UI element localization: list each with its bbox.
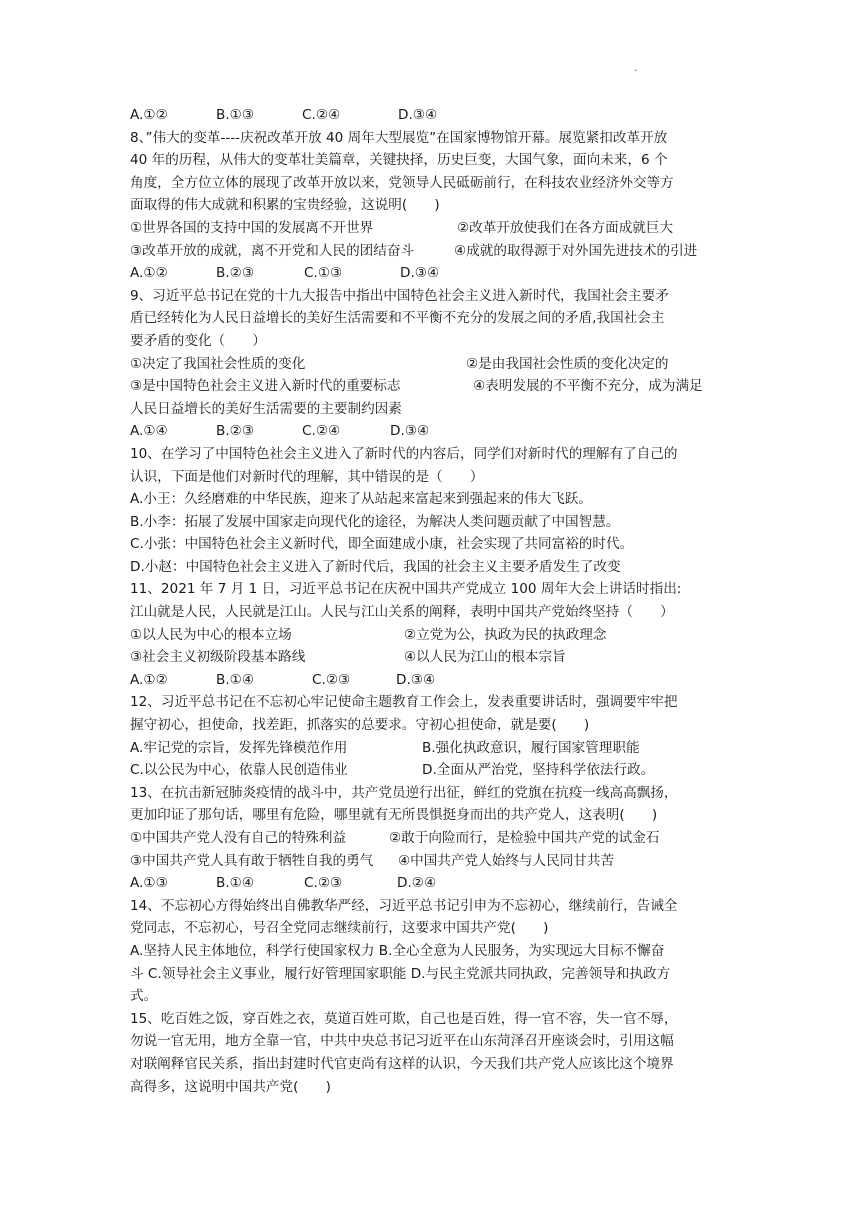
choice-a: A.小王：久经磨难的中华民族，迎来了从站起来富起来到强起来的伟大飞跃。 <box>130 491 592 508</box>
option-d: D.③④ <box>390 423 430 440</box>
question-line: A.坚持人民主体地位，科学行使国家权力 B.全心全意为人民服务，为实现远大目标不懈奋 <box>130 942 665 959</box>
question-15 <box>130 1008 730 1098</box>
header-mark: · <box>634 64 638 77</box>
choice-d: D.小赵：中国特色社会主义进入了新时代后，我国的社会主义主要矛盾发生了改变 <box>130 558 621 575</box>
statement-4: ④表明发展的不平衡不充分，成为满足 <box>473 378 703 395</box>
statement-3: ③改革开放的成就，离不开党和人民的团结奋斗 <box>130 242 415 259</box>
statement-3: ③中国共产党人具有敢于牺牲自我的勇气 <box>130 852 374 869</box>
option-b: B.②③ <box>216 265 255 282</box>
q11-options <box>130 669 730 692</box>
statement-4: ④中国共产党人始终与人民同甘共苦 <box>398 852 615 869</box>
choice-c: C.小张：中国特色社会主义新时代，即全面建成小康，社会实现了共同富裕的时代。 <box>130 536 634 553</box>
question-stem-line: 11、2021 年 7 月 1 日，习近平总书记在庆祝中国共产党成立 100 周年大会上讲话时指出: <box>130 581 682 598</box>
option-a: A.①④ <box>130 423 168 440</box>
statement-1: ①中国共产党人没有自己的特殊利益 <box>130 830 347 846</box>
question-9 <box>130 285 730 443</box>
statement-row <box>130 646 730 669</box>
question-line: 高得多，这说明中国共产党( ) <box>130 1078 331 1095</box>
question-stem-line: 40 年的历程，从伟大的变革壮美篇章，关键抉择，历史巨变，大国气象，面向未来，6 个 <box>130 152 668 169</box>
question-stem-line: 盾已经转化为人民日益增长的美好生活需要和不平衡不充分的发展之间的矛盾,我国社会主 <box>130 310 665 327</box>
choice-row <box>130 759 730 782</box>
choice-row <box>130 737 730 760</box>
question-stem-line: 8、”伟大的变革----庆祝改革开放 40 周年大型展览”在国家博物馆开幕。展览紧扣改革开放 <box>130 129 668 146</box>
question-12 <box>130 691 730 781</box>
statement-2: ②敢于向险而行，是检验中国共产党的试金石 <box>389 830 660 846</box>
choice-c: C.以公民为中心，依靠人民创造伟业 <box>130 762 348 779</box>
statement-row <box>130 240 730 263</box>
question-line: 勿说一官无用，地方全靠一官，中共中央总书记习近平在山东菏泽召开座谈会时，引用这幅 <box>130 1033 674 1050</box>
statement-row <box>130 850 730 873</box>
option-a: A.①③ <box>130 875 168 892</box>
question-stem-line: 12、习近平总书记在不忘初心牢记使命主题教育工作会上，发表重要讲话时，强调要牢牢把 <box>130 694 678 711</box>
statement-row <box>130 624 730 647</box>
question-stem-line: 认识，下面是他们对新时代的理解，其中错误的是（ ） <box>130 468 484 485</box>
question-line: 党同志，不忘初心，号召全党同志继续前行，这要求中国共产党( ) <box>130 920 549 937</box>
question-line: 式。 <box>130 988 158 1005</box>
statement-row <box>130 375 730 398</box>
statement-continuation: 人民日益增长的美好生活需要的主要制约因素 <box>130 400 402 417</box>
question-13 <box>130 782 730 895</box>
statement-4: ④以人民为江山的根本宗旨 <box>404 649 566 666</box>
choice-b: B.小李：拓展了发展中国家走向现代化的途径，为解决人类问题贡献了中国智慧。 <box>130 513 620 530</box>
choice-d: D.全面从严治党，坚持科学依法行政。 <box>422 762 655 779</box>
q7-options <box>130 104 730 127</box>
q8-options <box>130 262 730 285</box>
question-stem-line: 13、在抗击新冠肺炎疫情的战斗中，共产党员逆行出征，鲜红的党旗在抗疫一线高高飘扬， <box>130 784 678 801</box>
statement-row <box>130 217 730 240</box>
statement-row <box>130 353 730 376</box>
option-a: A.①② <box>130 107 168 123</box>
question-11 <box>130 578 730 691</box>
option-c: C.①③ <box>304 265 343 282</box>
option-b: B.②③ <box>216 423 255 440</box>
option-d: D.②④ <box>397 875 437 892</box>
question-stem-line: 更加印证了那句话，哪里有危险，哪里就有无所畏惧挺身而出的共产党人，这表明( ) <box>130 807 658 824</box>
option-b: B.①④ <box>216 671 255 688</box>
option-c: C.②④ <box>302 107 341 123</box>
question-line: 14、不忘初心方得始终出自佛教华严经，习近平总书记引申为不忘初心，继续前行，告诫全 <box>130 897 678 914</box>
option-c: C.②④ <box>302 423 341 440</box>
option-b: B.①④ <box>216 875 255 892</box>
question-line: 斗 C.领导社会主义事业，履行好管理国家职能 D.与民主党派共同执政，完善领导和执政方 <box>130 965 671 982</box>
question-stem-line: 握守初心，担使命，找差距，抓落实的总要求。守初心担使命，就是要( ) <box>130 717 590 734</box>
option-c: C.②③ <box>312 671 351 688</box>
statement-2: ②立党为公，执政为民的执政理念 <box>404 626 607 643</box>
question-content <box>130 104 730 1098</box>
question-stem-line: 要矛盾的变化（ ） <box>130 332 266 349</box>
question-14 <box>130 895 730 1008</box>
question-stem-line: 江山就是人民，人民就是江山。人民与江山关系的阐释，表明中国共产党始终坚持（ ） <box>130 604 674 621</box>
option-d: D.③④ <box>400 265 440 282</box>
option-d: D.③④ <box>398 107 438 123</box>
statement-1: ①世界各国的支持中国的发展离不开世界 <box>130 219 374 236</box>
option-a: A.①② <box>130 265 168 282</box>
option-b: B.①③ <box>216 107 255 123</box>
option-c: C.②③ <box>304 875 343 892</box>
question-stem-line: 9、习近平总书记在党的十九大报告中指出中国特色社会主义进入新时代，我国社会主要矛 <box>130 287 669 304</box>
statement-1: ①决定了我国社会性质的变化 <box>130 355 306 372</box>
question-10 <box>130 443 730 579</box>
question-stem-line: 角度，全方位立体的展现了改革开放以来，党领导人民砥砺前行，在科技农业经济外交等方 <box>130 174 674 191</box>
option-d: D.③④ <box>396 671 436 688</box>
statement-4: ④成就的取得源于对外国先进技术的引进 <box>454 242 698 259</box>
statement-3: ③社会主义初级阶段基本路线 <box>130 649 306 666</box>
choice-b: B.强化执政意识，履行国家管理职能 <box>422 739 640 756</box>
statement-2: ②是由我国社会性质的变化决定的 <box>466 355 669 372</box>
question-line: 对联阐释官民关系，指出封建时代官吏尚有这样的认识，今天我们共产党人应该比这个境界 <box>130 1055 674 1072</box>
statement-2: ②改革开放使我们在各方面成就巨大 <box>457 219 674 236</box>
question-stem-line: 面取得的伟大成就和积累的宝贵经验，这说明( ) <box>130 197 440 214</box>
q13-options <box>130 872 730 895</box>
choice-a: A.牢记党的宗旨，发挥先锋模范作用 <box>130 739 348 756</box>
statement-row <box>130 827 730 850</box>
statement-1: ①以人民为中心的根本立场 <box>130 626 292 643</box>
q9-options <box>130 420 730 443</box>
option-a: A.①② <box>130 671 168 688</box>
question-8 <box>130 127 730 285</box>
statement-3: ③是中国特色社会主义进入新时代的重要标志 <box>130 378 401 395</box>
question-stem-line: 10、在学习了中国特色社会主义进入了新时代的内容后，同学们对新时代的理解有了自己的 <box>130 445 678 462</box>
question-line: 15、吃百姓之饭，穿百姓之衣，莫道百姓可欺，自己也是百姓，得一官不容，失一官不辱， <box>130 1010 678 1027</box>
